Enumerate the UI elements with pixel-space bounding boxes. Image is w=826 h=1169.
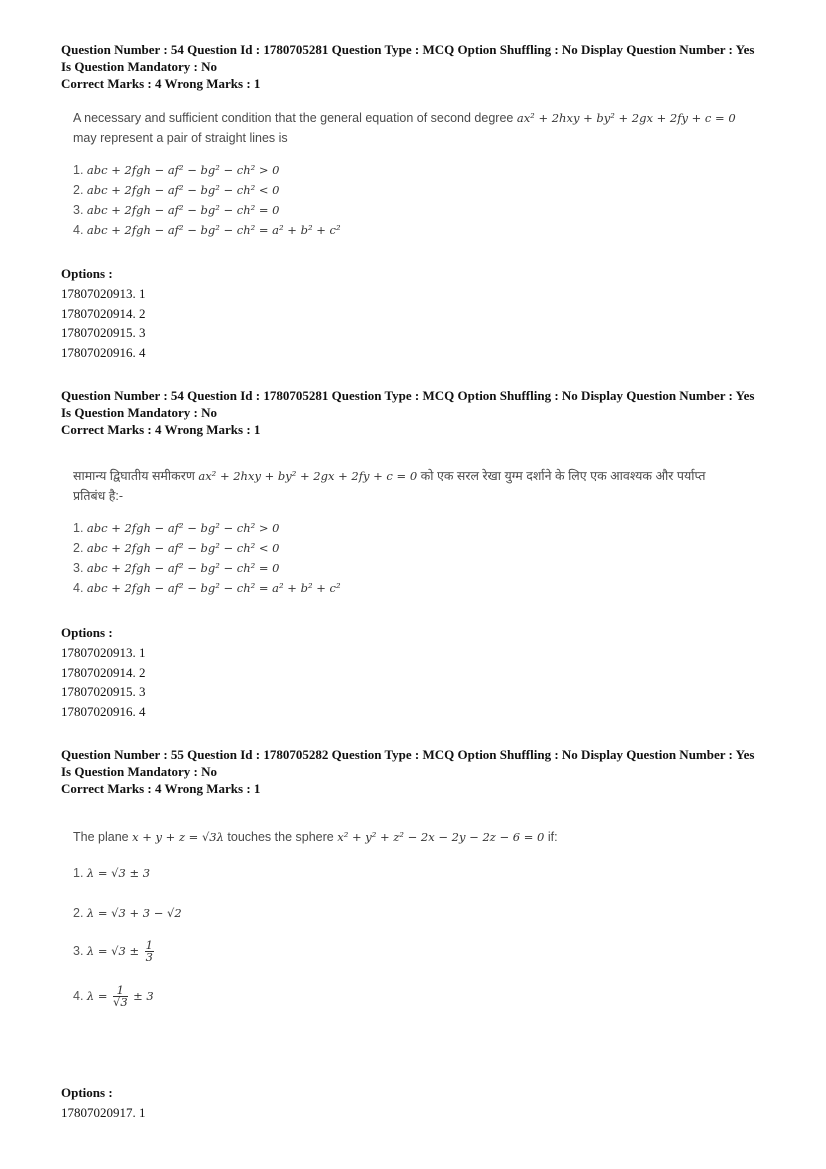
options-label: Options : [61, 1085, 113, 1100]
choice-2: 2. abc + 2fgh − af² − bg² − ch² < 0 [73, 183, 280, 197]
choice-1: 1. abc + 2fgh − af² − bg² − ch² > 0 [73, 163, 280, 177]
options-list [61, 643, 146, 721]
options-label: Options : [61, 625, 113, 640]
choice-2: 2. λ = √3 + 3 − √2 [73, 906, 182, 920]
stem-equation: ax² + 2hxy + by² + 2gx + 2fy + c = 0 [198, 469, 418, 483]
mandatory-line: Is Question Mandatory : No [61, 405, 218, 420]
choice-4: 4. abc + 2fgh − af² − bg² − ch² = a² + b² + c² [73, 223, 341, 237]
option-id: 17807020914. 2 [61, 305, 146, 321]
option-id: 17807020914. 2 [61, 664, 146, 680]
question-stem-cont: प्रतिबंध है:- [73, 489, 124, 503]
marks-line: Correct Marks : 4 Wrong Marks : 1 [61, 781, 261, 796]
option-id: 17807020916. 4 [61, 703, 146, 719]
choice-4: 4. λ = $\frac{1}{√3}$ ± 3 [73, 983, 154, 1010]
question-header-54-hi [61, 387, 776, 438]
choice-2: 2. abc + 2fgh − af² − bg² − ch² < 0 [73, 541, 280, 555]
choice-1: 1. abc + 2fgh − af² − bg² − ch² > 0 [73, 521, 280, 535]
option-id: 17807020913. 1 [61, 286, 146, 301]
mandatory-line: Is Question Mandatory : No [61, 764, 218, 779]
stem-text-after: को एक सरल रेखा युग्म दर्शाने के लिए एक आवश्यक और पर्याप्त [420, 469, 706, 483]
options-label: Options : [61, 266, 113, 281]
question-meta-line: Question Number : 55 Question Id : 1780705282 Question Type : MCQ Option Shuffling : No Display Question Number : Yes [61, 747, 755, 762]
option-id: 17807020917. 1 [61, 1105, 146, 1120]
option-id: 17807020915. 3 [61, 684, 146, 699]
question-stem-cont: may represent a pair of straight lines is [73, 131, 288, 145]
choice-3: 3. abc + 2fgh − af² − bg² − ch² = 0 [73, 203, 280, 217]
option-id: 17807020915. 3 [61, 325, 146, 340]
stem-equation: ax² + 2hxy + by² + 2gx + 2fy + c = 0 [516, 111, 736, 125]
choice-3: 3. abc + 2fgh − af² − bg² − ch² = 0 [73, 561, 280, 575]
question-stem [73, 466, 705, 486]
question-meta-line: Question Number : 54 Question Id : 1780705281 Question Type : MCQ Option Shuffling : No Display Question Number : Yes [61, 388, 755, 403]
option-id: 17807020913. 1 [61, 645, 146, 660]
options-list [61, 284, 146, 362]
stem-text: A necessary and sufficient condition that the general equation of second degree [73, 111, 514, 125]
stem-text: सामान्य द्विघातीय समीकरण [73, 469, 195, 483]
choice-4: 4. abc + 2fgh − af² − bg² − ch² = a² + b² + c² [73, 581, 341, 595]
marks-line: Correct Marks : 4 Wrong Marks : 1 [61, 422, 261, 437]
question-stem: The plane x + y + z = √3λ touches the sphere x² + y² + z² − 2x − 2y − 2z − 6 = 0 if: [73, 830, 558, 844]
question-header-55 [61, 746, 776, 797]
option-id: 17807020916. 4 [61, 344, 146, 360]
question-image-54-en [73, 108, 736, 240]
sphere-equation: x² + y² + z² − 2x − 2y − 2z − 6 = 0 [337, 830, 545, 844]
question-meta-line: Question Number : 54 Question Id : 1780705281 Question Type : MCQ Option Shuffling : No Display Question Number : Yes [61, 42, 755, 57]
fraction: $\frac{1}{3}$ [145, 938, 153, 965]
question-stem [73, 108, 736, 128]
mandatory-line: Is Question Mandatory : No [61, 59, 218, 74]
question-image-54-hi [73, 466, 705, 598]
options-list [61, 1103, 146, 1123]
fraction: $\frac{1}{√3}$ [113, 983, 128, 1010]
plane-equation: x + y + z = √3λ [132, 830, 224, 844]
choice-1: 1. λ = √3 ± 3 [73, 866, 151, 880]
choice-3: 3. λ = √3 ± $\frac{1}{3}$ [73, 938, 153, 965]
question-image-55 [73, 826, 558, 1008]
question-header-54 [61, 41, 776, 92]
marks-line: Correct Marks : 4 Wrong Marks : 1 [61, 76, 261, 91]
